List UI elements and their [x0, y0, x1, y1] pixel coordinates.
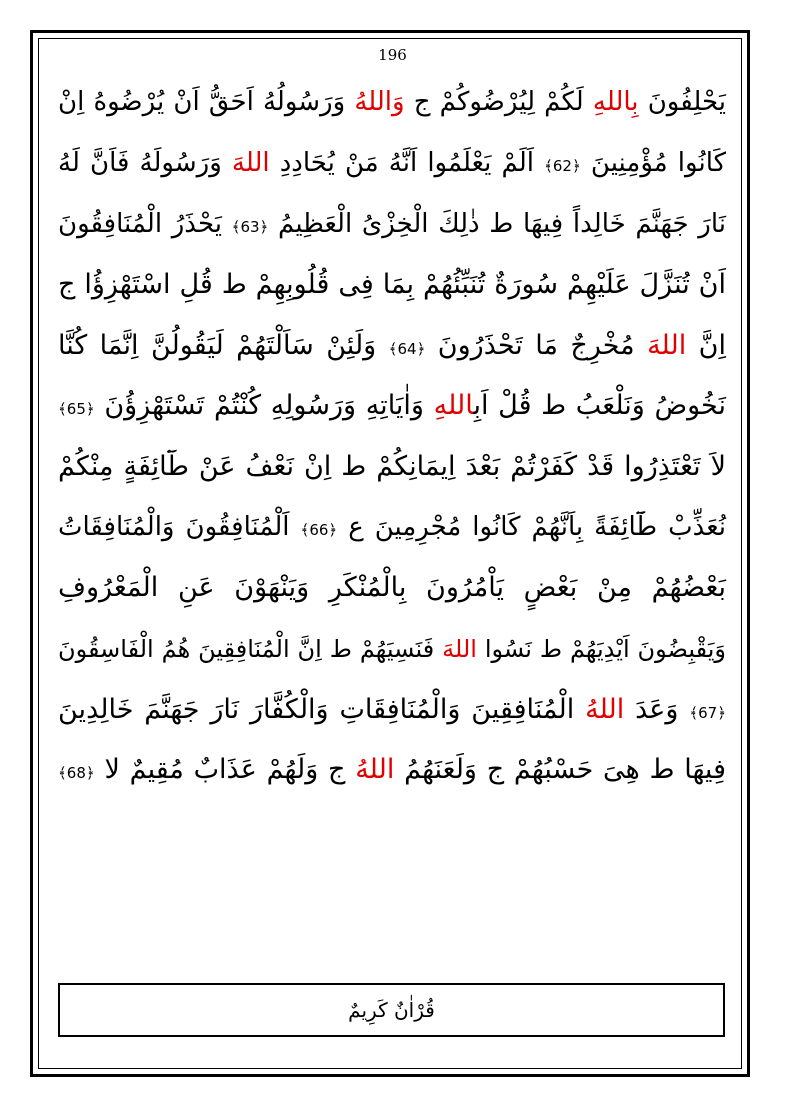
text-line-content [58, 208, 726, 239]
verse-text: وَاٰيَاتِهِ وَرَسُولِهِ كُنْتُمْ تَسْتَهْزِؤُنَ [94, 390, 434, 422]
text-line [58, 558, 726, 619]
text-line-content [58, 634, 726, 663]
verse-number-marker: ﴿68﴾ [58, 764, 95, 783]
verse-number-marker: ﴿62﴾ [544, 157, 581, 176]
text-line-content [58, 693, 726, 725]
verse-text: وَرَسُولَهُ فَاَنَّ لَهُ [58, 148, 232, 179]
verse-text: نَخُوضُ وَنَلْعَبُ ط قُلْ اَبِ [473, 390, 726, 422]
divine-name-highlight: وَاللهُ [354, 87, 405, 118]
verse-text: اَنْ تُنَزَّلَ عَلَيْهِمْ سُورَةٌ تُنَبِّئُهُمْ بِمَا فِى قُلُوبِهِمْ ط قُلِ اسْتَهْزِؤُا ج [58, 268, 726, 300]
text-line [58, 375, 726, 436]
divine-name-highlight: اللهِ [433, 390, 474, 422]
verse-number-marker: ﴿65﴾ [58, 400, 95, 419]
verse-number-marker: ﴿63﴾ [231, 217, 269, 236]
verse-text: الْمُنَافِقِينَ وَالْمُنَافِقَاتِ وَالْكُفَّارَ نَارَ جَهَنَّمَ خَالِدِينَ [58, 693, 586, 725]
verse-text: اَلْمُنَافِقُونَ وَالْمُنَافِقَاتُ [58, 512, 301, 543]
verse-text: اَلَمْ يَعْلَمُوا اَنَّهُ مَنْ يُحَادِدِ [269, 148, 545, 179]
text-line-content [58, 329, 726, 361]
text-line-content [58, 572, 726, 604]
footer-box [58, 983, 725, 1037]
page-number: 196 [378, 46, 407, 64]
verse-number-marker: ﴿66﴾ [300, 521, 338, 540]
verse-text: يَحْذَرُ الْمُنَافِقُونَ [58, 208, 232, 239]
text-line-content [58, 87, 726, 118]
text-line [58, 436, 726, 497]
text-line-content [58, 754, 726, 786]
footer-title: قُرْاٰنٌ كَرِيمٌ [348, 998, 435, 1022]
text-line-content [58, 390, 726, 422]
verse-text: فَنَسِيَهُمْ ط اِنَّ الْمُنَافِقِينَ هُمُ الْفَاسِقُونَ [58, 634, 443, 663]
verse-text: كَانُوا مُؤْمِنِينَ [580, 148, 726, 179]
verse-text: لاَ تَعْتَذِرُوا قَدْ كَفَرْتُمْ بَعْدَ اِيمَانِكُمْ ط اِنْ نَعْفُ عَنْ طَٓائِفَةٍ مِنْكُمْ [58, 450, 726, 482]
divine-name-highlight: اللهَ [647, 329, 687, 361]
verse-text: مُخْرِجٌ مَا تَحْذَرُونَ [425, 329, 648, 361]
verse-text: وَيَقْبِضُونَ اَيْدِيَهُمْ ط نَسُوا [476, 634, 726, 663]
text-line [58, 497, 726, 558]
verse-text: وَرَسُولُهُ اَحَقُّ اَنْ يُرْضُوهُ اِنْ [58, 87, 355, 118]
divine-name-highlight: اللهَ [231, 148, 270, 179]
text-line [58, 740, 726, 801]
divine-name-highlight: اللهَ [442, 634, 477, 663]
text-line-content [58, 148, 726, 179]
verse-text: ج وَلَهُمْ عَذَابٌ مُقِيمٌ لا [94, 754, 356, 786]
verse-text: نُعَذِّبْ طَٓائِفَةً بِاَنَّهُمْ كَانُوا مُجْرِمِينَ ع [337, 512, 726, 543]
verse-text: بَعْضُهُمْ مِنْ بَعْضٍ يَاْمُرُونَ بِالْمُنْكَرِ وَيَنْهَوْنَ عَنِ الْمَعْرُوفِ [58, 572, 726, 604]
verse-text: وَعَدَ [624, 693, 690, 725]
text-line [58, 618, 726, 679]
text-line-content [58, 450, 726, 482]
verse-text: فِيهَا ط هِىَ حَسْبُهُمْ ج وَلَعَنَهُمُ [394, 754, 726, 786]
text-line-content [58, 268, 726, 300]
text-line-content [58, 512, 726, 543]
text-line [58, 315, 726, 376]
text-line [58, 679, 726, 740]
text-line [58, 254, 726, 315]
verse-text: اِنَّ [686, 329, 726, 361]
quran-text-block [58, 72, 726, 800]
text-line [58, 72, 726, 133]
verse-number-marker: ﴿64﴾ [388, 339, 426, 358]
verse-text: لَكُمْ لِيُرْضُوكُمْ ج [404, 87, 593, 118]
divine-name-highlight: اللهُ [585, 693, 625, 725]
verse-text: يَحْلِفُونَ [638, 87, 726, 118]
text-line [58, 193, 726, 254]
verse-text: وَلَئِنْ سَاَلْتَهُمْ لَيَقُولُنَّ اِنَّمَا كُنَّا [58, 329, 389, 361]
verse-number-marker: ﴿67﴾ [689, 703, 726, 722]
divine-name-highlight: بِاللهِ [592, 87, 639, 118]
text-line [58, 133, 726, 194]
verse-text: نَارَ جَهَنَّمَ خَالِداً فِيهَا ط ذٰلِكَ الْخِزْىُ الْعَظِيمُ [268, 208, 726, 239]
divine-name-highlight: اللهُ [355, 754, 395, 786]
